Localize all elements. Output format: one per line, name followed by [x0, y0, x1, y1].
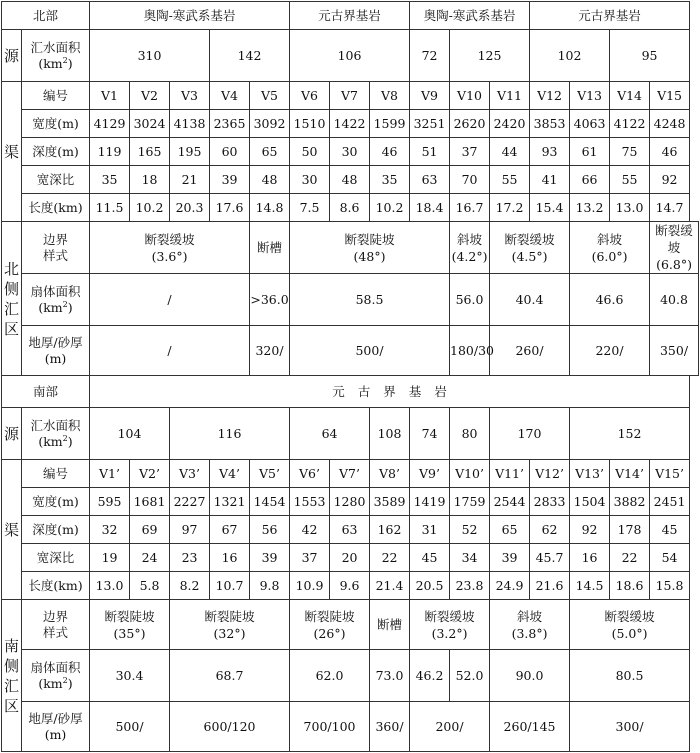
south-row-label: 宽深比	[22, 544, 90, 572]
south-depth-cell: 69	[130, 516, 170, 544]
south-id-cell: V15’	[650, 460, 690, 488]
north-depth-cell: 30	[330, 138, 370, 166]
south-ratio-cell: 24	[130, 544, 170, 572]
south-row-label: 编号	[22, 460, 90, 488]
south-thickness-cell: 500/	[90, 702, 170, 752]
south-depth-cell: 56	[250, 516, 290, 544]
north-length-cell: 10.2	[130, 194, 170, 222]
north-length-cell: 10.2	[370, 194, 410, 222]
south-width-cell: 2544	[490, 488, 530, 516]
north-length-cell: 14.8	[250, 194, 290, 222]
north-ratio-cell: 35	[90, 166, 130, 194]
north-boundary-cell: 斜坡 (6.0°)	[570, 222, 650, 274]
north-id-cell: V5	[250, 82, 290, 110]
south-length-cell: 15.8	[650, 572, 690, 600]
south-fan-cell: 68.7	[170, 650, 290, 702]
south-id-cell: V12’	[530, 460, 570, 488]
north-width-cell: 4129	[90, 110, 130, 138]
south-id-cell: V11’	[490, 460, 530, 488]
north-boundary-cell: 斜坡 (4.2°)	[450, 222, 490, 274]
south-length-cell: 9.6	[330, 572, 370, 600]
north-length-cell: 17.6	[210, 194, 250, 222]
source-channel-sink-table	[1, 1, 699, 752]
north-length-cell: 16.7	[450, 194, 490, 222]
south-boundary-cell: 断裂陡坡 (26°)	[290, 600, 370, 650]
north-depth-cell: 119	[90, 138, 130, 166]
north-thickness-cell: /	[90, 326, 250, 376]
north-boundary-row	[2, 222, 699, 274]
north-catchment-cell: 106	[290, 30, 410, 82]
north-depth-cell: 46	[650, 138, 690, 166]
north-depth-cell: 50	[290, 138, 330, 166]
north-catchment-label: 汇水面积 $(km^2)$	[22, 30, 90, 82]
north-depth-cell: 65	[250, 138, 290, 166]
north-id-cell: V15	[650, 82, 690, 110]
south-fan-row	[2, 650, 699, 702]
north-id-cell: V2	[130, 82, 170, 110]
south-boundary-cell: 断裂陡坡 (35°)	[90, 600, 170, 650]
south-id-cell: V14’	[610, 460, 650, 488]
south-depth-row	[2, 516, 699, 544]
south-width-cell: 3882	[610, 488, 650, 516]
north-length-cell: 15.4	[530, 194, 570, 222]
south-length-cell: 14.5	[570, 572, 610, 600]
south-catchment-cell: 80	[450, 408, 490, 460]
north-width-cell: 3092	[250, 110, 290, 138]
south-ratio-cell: 20	[330, 544, 370, 572]
north-thickness-cell: 500/	[290, 326, 450, 376]
south-catchment-cell: 108	[370, 408, 410, 460]
north-row-label: 宽深比	[22, 166, 90, 194]
south-length-cell: 23.8	[450, 572, 490, 600]
south-rock: 元古界基岩	[90, 376, 690, 408]
south-ratio-cell: 16	[570, 544, 610, 572]
south-depth-cell: 52	[450, 516, 490, 544]
south-ratio-cell: 39	[490, 544, 530, 572]
south-catchment-cell: 116	[170, 408, 290, 460]
south-id-cell: V4’	[210, 460, 250, 488]
north-section-label: 北部	[2, 2, 90, 30]
south-id-cell: V5’	[250, 460, 290, 488]
south-length-cell: 20.5	[410, 572, 450, 600]
south-ratio-cell: 19	[90, 544, 130, 572]
south-thickness-cell: 700/100	[290, 702, 370, 752]
south-channel-label: 渠	[2, 460, 22, 600]
north-ratio-cell: 35	[370, 166, 410, 194]
north-catchment-cell: 125	[450, 30, 530, 82]
north-id-cell: V13	[570, 82, 610, 110]
north-width-cell: 3853	[530, 110, 570, 138]
south-depth-cell: 162	[370, 516, 410, 544]
south-length-cell: 24.9	[490, 572, 530, 600]
south-fan-cell: 30.4	[90, 650, 170, 702]
north-length-row	[2, 194, 699, 222]
south-thickness-cell: 360/	[370, 702, 410, 752]
north-ratio-row	[2, 166, 699, 194]
south-length-cell: 10.7	[210, 572, 250, 600]
north-catchment-cell: 310	[90, 30, 210, 82]
south-thickness-cell: 200/	[410, 702, 490, 752]
south-ratio-cell: 54	[650, 544, 690, 572]
south-thickness-cell: 600/120	[170, 702, 290, 752]
north-width-cell: 2365	[210, 110, 250, 138]
south-ratio-cell: 37	[290, 544, 330, 572]
south-boundary-cell: 断裂缓坡 (3.2°)	[410, 600, 490, 650]
north-ratio-cell: 39	[210, 166, 250, 194]
north-id-cell: V10	[450, 82, 490, 110]
south-length-cell: 8.2	[170, 572, 210, 600]
south-fan-cell: 90.0	[490, 650, 570, 702]
south-boundary-cell: 断裂陡坡 (32°)	[170, 600, 290, 650]
north-fan-row	[2, 274, 699, 326]
south-width-cell: 1553	[290, 488, 330, 516]
south-width-cell: 3589	[370, 488, 410, 516]
north-fan-cell: /	[90, 274, 250, 326]
south-catchment-cell: 64	[290, 408, 370, 460]
south-depth-cell: 42	[290, 516, 330, 544]
north-length-cell: 14.7	[650, 194, 690, 222]
north-fan-cell: 40.8	[650, 274, 699, 326]
north-length-cell: 13.2	[570, 194, 610, 222]
south-id-cell: V2’	[130, 460, 170, 488]
south-ratio-cell: 39	[250, 544, 290, 572]
south-boundary-label: 边界样式	[22, 600, 90, 650]
south-width-cell: 1681	[130, 488, 170, 516]
south-catchment-cell: 74	[410, 408, 450, 460]
south-thickness-cell: 260/145	[490, 702, 570, 752]
north-depth-cell: 61	[570, 138, 610, 166]
north-ratio-cell: 55	[490, 166, 530, 194]
south-id-cell: V10’	[450, 460, 490, 488]
north-thickness-cell: 350/	[650, 326, 699, 376]
south-length-cell: 21.4	[370, 572, 410, 600]
north-ratio-cell: 55	[610, 166, 650, 194]
south-boundary-cell: 断槽	[370, 600, 410, 650]
south-depth-cell: 31	[410, 516, 450, 544]
north-catchment-cell: 95	[610, 30, 690, 82]
south-ratio-row	[2, 544, 699, 572]
north-depth-cell: 93	[530, 138, 570, 166]
south-boundary-cell: 斜坡 (3.8°)	[490, 600, 570, 650]
north-fan-cell: 40.4	[490, 274, 570, 326]
north-fan-cell: 56.0	[450, 274, 490, 326]
south-depth-cell: 63	[330, 516, 370, 544]
south-id-cell: V8’	[370, 460, 410, 488]
north-length-cell: 17.2	[490, 194, 530, 222]
north-rock-3: 奥陶-寒武系基岩	[410, 2, 530, 30]
north-id-cell: V12	[530, 82, 570, 110]
north-ratio-cell: 18	[130, 166, 170, 194]
north-boundary-cell: 断裂缓坡 (3.6°)	[90, 222, 250, 274]
south-width-cell: 1504	[570, 488, 610, 516]
north-ratio-cell: 21	[170, 166, 210, 194]
north-width-cell: 4122	[610, 110, 650, 138]
north-width-cell: 4063	[570, 110, 610, 138]
north-fan-cell: >36.0	[250, 274, 290, 326]
north-length-cell: 18.4	[410, 194, 450, 222]
south-id-cell: V3’	[170, 460, 210, 488]
north-ratio-cell: 48	[250, 166, 290, 194]
south-fan-cell: 80.5	[570, 650, 690, 702]
south-fan-cell: 62.0	[290, 650, 370, 702]
north-depth-cell: 165	[130, 138, 170, 166]
south-width-cell: 1454	[250, 488, 290, 516]
south-width-cell: 2451	[650, 488, 690, 516]
north-depth-row	[2, 138, 699, 166]
north-catchment-row	[2, 30, 699, 82]
north-boundary-label: 边界样式	[22, 222, 90, 274]
south-width-cell: 1321	[210, 488, 250, 516]
south-length-cell: 18.6	[610, 572, 650, 600]
south-header-row	[2, 376, 699, 408]
north-width-cell: 3024	[130, 110, 170, 138]
north-ratio-cell: 48	[330, 166, 370, 194]
north-ratio-cell: 92	[650, 166, 690, 194]
south-fan-cell: 73.0	[370, 650, 410, 702]
north-id-cell: V14	[610, 82, 650, 110]
south-depth-cell: 45	[650, 516, 690, 544]
south-catchment-row	[2, 408, 699, 460]
north-id-cell: V7	[330, 82, 370, 110]
south-catchment-label: 汇水面积 $(km^2)$	[22, 408, 90, 460]
north-ratio-cell: 41	[530, 166, 570, 194]
south-width-cell: 595	[90, 488, 130, 516]
north-rock-4: 元古界基岩	[530, 2, 690, 30]
north-thickness-cell: 220/	[570, 326, 650, 376]
north-length-cell: 13.0	[610, 194, 650, 222]
south-ratio-cell: 22	[370, 544, 410, 572]
south-width-cell: 1759	[450, 488, 490, 516]
south-ratio-cell: 45	[410, 544, 450, 572]
south-length-cell: 21.6	[530, 572, 570, 600]
south-depth-cell: 32	[90, 516, 130, 544]
north-id-cell: V4	[210, 82, 250, 110]
north-length-cell: 20.3	[170, 194, 210, 222]
south-id-cell: V1’	[90, 460, 130, 488]
south-row-label: 长度(km)	[22, 572, 90, 600]
south-depth-cell: 67	[210, 516, 250, 544]
south-depth-cell: 62	[530, 516, 570, 544]
south-width-cell: 1280	[330, 488, 370, 516]
south-thickness-cell: 300/	[570, 702, 690, 752]
north-thickness-row	[2, 326, 699, 376]
south-length-cell: 5.8	[130, 572, 170, 600]
north-width-cell: 4248	[650, 110, 690, 138]
north-catchment-cell: 102	[530, 30, 610, 82]
north-id-cell: V8	[370, 82, 410, 110]
north-thickness-cell: 320/	[250, 326, 290, 376]
north-width-row	[2, 110, 699, 138]
north-row-label: 长度(km)	[22, 194, 90, 222]
north-boundary-cell: 断裂陡坡 (48°)	[290, 222, 450, 274]
north-header-row	[2, 2, 699, 30]
north-rock-2: 元古界基岩	[290, 2, 410, 30]
south-row-label: 宽度(m)	[22, 488, 90, 516]
north-width-cell: 1510	[290, 110, 330, 138]
north-boundary-cell: 断裂缓坡 (4.5°)	[490, 222, 570, 274]
south-catchment-cell: 104	[90, 408, 170, 460]
south-thickness-label: 地厚/砂厚 (m)	[22, 702, 90, 752]
south-depth-cell: 178	[610, 516, 650, 544]
north-width-cell: 1422	[330, 110, 370, 138]
south-width-cell: 1419	[410, 488, 450, 516]
south-ratio-cell: 23	[170, 544, 210, 572]
south-row-label: 深度(m)	[22, 516, 90, 544]
south-fan-cell: 46.2	[410, 650, 450, 702]
south-fan-cell: 52.0	[450, 650, 490, 702]
south-catchment-cell: 170	[490, 408, 570, 460]
south-ratio-cell: 34	[450, 544, 490, 572]
north-depth-cell: 195	[170, 138, 210, 166]
north-depth-cell: 75	[610, 138, 650, 166]
south-ratio-cell: 45.7	[530, 544, 570, 572]
north-channel-label: 渠	[2, 82, 22, 222]
north-depth-cell: 51	[410, 138, 450, 166]
south-width-cell: 2227	[170, 488, 210, 516]
north-row-label: 宽度(m)	[22, 110, 90, 138]
north-width-cell: 2620	[450, 110, 490, 138]
north-catchment-cell: 72	[410, 30, 450, 82]
north-row-label: 深度(m)	[22, 138, 90, 166]
north-sink-label: 北侧汇区	[2, 222, 22, 376]
south-depth-cell: 65	[490, 516, 530, 544]
north-boundary-cell: 断裂缓坡 (6.8°)	[650, 222, 699, 274]
south-catchment-cell: 152	[570, 408, 690, 460]
north-ratio-cell: 63	[410, 166, 450, 194]
north-depth-cell: 60	[210, 138, 250, 166]
south-length-row	[2, 572, 699, 600]
north-id-cell: V9	[410, 82, 450, 110]
north-rock-1: 奥陶-寒武系基岩	[90, 2, 290, 30]
north-length-cell: 11.5	[90, 194, 130, 222]
north-id-cell: V6	[290, 82, 330, 110]
south-thickness-row	[2, 702, 699, 752]
north-ratio-cell: 30	[290, 166, 330, 194]
south-id-cell: V7’	[330, 460, 370, 488]
south-boundary-cell: 断裂缓坡 (5.0°)	[570, 600, 690, 650]
north-row-label: 编号	[22, 82, 90, 110]
north-length-cell: 7.5	[290, 194, 330, 222]
south-id-cell: V9’	[410, 460, 450, 488]
north-ratio-cell: 70	[450, 166, 490, 194]
south-length-cell: 10.9	[290, 572, 330, 600]
south-section-label: 南部	[2, 376, 90, 408]
south-depth-cell: 92	[570, 516, 610, 544]
south-boundary-row	[2, 600, 699, 650]
north-width-cell: 2420	[490, 110, 530, 138]
north-id-cell: V11	[490, 82, 530, 110]
north-thickness-cell: 180/30	[450, 326, 490, 376]
north-ratio-cell: 66	[570, 166, 610, 194]
south-width-cell: 2833	[530, 488, 570, 516]
south-length-cell: 9.8	[250, 572, 290, 600]
north-id-row	[2, 82, 699, 110]
north-length-cell: 8.6	[330, 194, 370, 222]
north-width-cell: 4138	[170, 110, 210, 138]
south-ratio-cell: 16	[210, 544, 250, 572]
south-ratio-cell: 22	[610, 544, 650, 572]
north-thickness-label: 地厚/砂厚 (m)	[22, 326, 90, 376]
south-id-cell: V6’	[290, 460, 330, 488]
north-width-cell: 3251	[410, 110, 450, 138]
north-catchment-cell: 142	[210, 30, 290, 82]
north-source-label: 源	[2, 30, 22, 82]
north-depth-cell: 37	[450, 138, 490, 166]
north-fan-cell: 58.5	[290, 274, 450, 326]
south-fan-label: 扇体面积 $(km^2)$	[22, 650, 90, 702]
south-id-cell: V13’	[570, 460, 610, 488]
north-id-cell: V1	[90, 82, 130, 110]
south-sink-label: 南侧汇区	[2, 600, 22, 752]
north-width-cell: 1599	[370, 110, 410, 138]
north-id-cell: V3	[170, 82, 210, 110]
south-depth-cell: 97	[170, 516, 210, 544]
north-boundary-cell: 断槽	[250, 222, 290, 274]
south-id-row	[2, 460, 699, 488]
north-fan-cell: 46.6	[570, 274, 650, 326]
south-source-label: 源	[2, 408, 22, 460]
north-depth-cell: 44	[490, 138, 530, 166]
south-width-row	[2, 488, 699, 516]
north-fan-label: 扇体面积 $(km^2)$	[22, 274, 90, 326]
north-depth-cell: 46	[370, 138, 410, 166]
north-thickness-cell: 260/	[490, 326, 570, 376]
south-length-cell: 13.0	[90, 572, 130, 600]
